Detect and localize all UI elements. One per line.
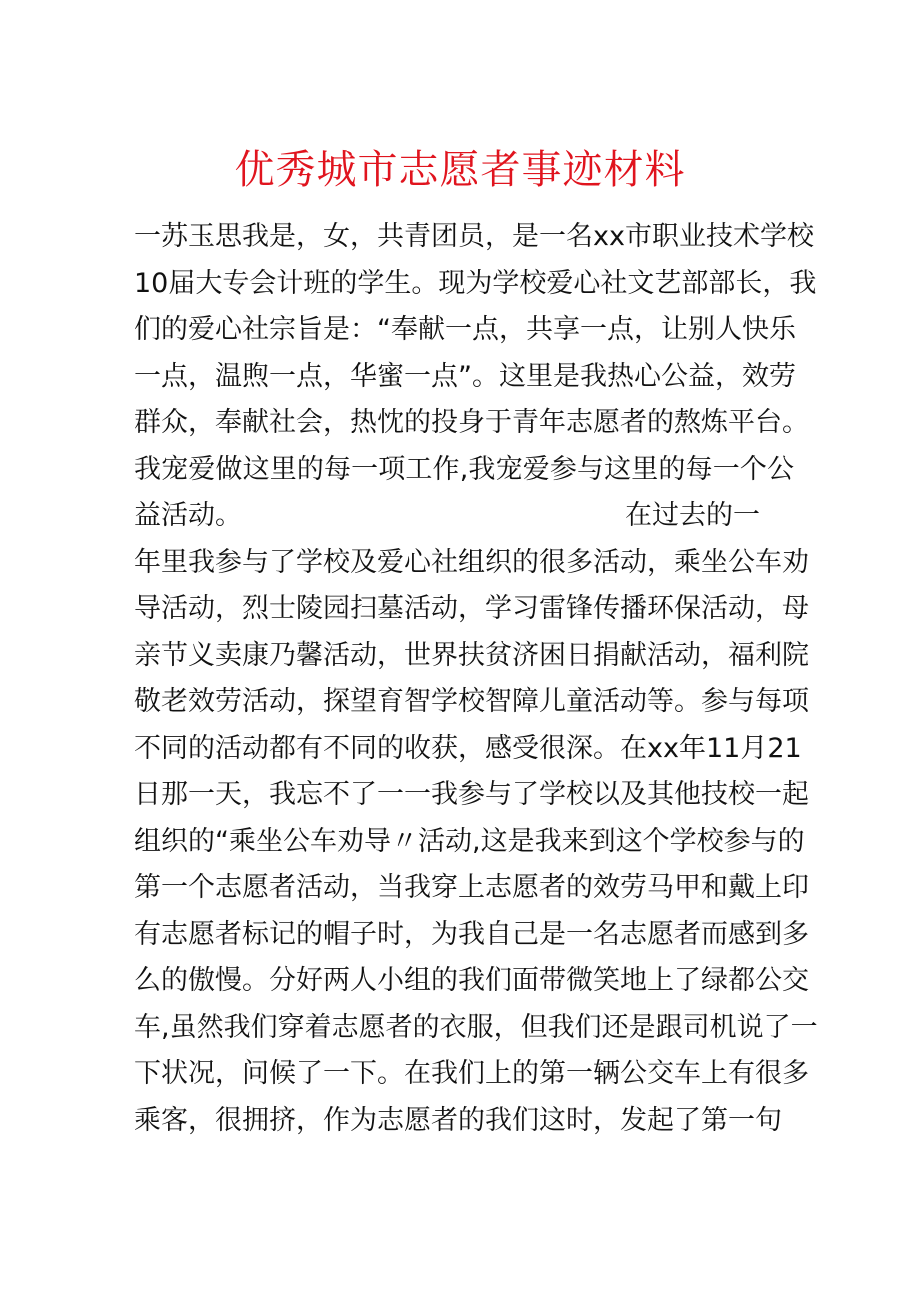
body-line: 第一个志愿者活动，当我穿上志愿者的效劳马甲和戴上印	[134, 872, 809, 903]
body-line-segment: 在过去的一	[625, 500, 760, 531]
body-line: 乘客，很拥挤，作为志愿者的我们这时，发起了第一句	[134, 1104, 782, 1136]
body-line-split	[134, 493, 794, 540]
body-line: 一苏玉思我是，女，共青团员，是一名xx市职业技术学校	[134, 221, 814, 252]
body-line: 们的爱心社宗旨是：“奉献一点，共享一点，让别人快乐	[134, 314, 796, 345]
body-line: 日那一天，我忘不了一一我参与了学校以及其他技校一起	[134, 779, 809, 810]
body-line: 下状况，问候了一下。在我们上的第一辆公交车上有很多	[134, 1058, 809, 1089]
document-body	[134, 214, 818, 1144]
body-line: 我宠爱做这里的每一项工作,我宠爱参与这里的每一个公	[134, 453, 794, 485]
body-line: 敬老效劳活动，探望育智学校智障儿童活动等。参与每项	[134, 686, 809, 717]
body-line: 群众，奉献社会，热忱的投身于青年志愿者的熬炼平台。	[134, 407, 809, 438]
body-line: 组织的“乘坐公车劝导〃活动,这是我来到这个学校参与的	[134, 825, 805, 857]
body-line: 导活动，烈士陵园扫墓活动，学习雷锋传播环保活动，母	[134, 593, 809, 624]
body-line: 不同的活动都有不同的收获，感受很深。在xx年11月21	[134, 732, 802, 764]
body-line: 亲节义卖康乃馨活动，世界扶贫济困日捐献活动，福利院	[134, 639, 809, 671]
body-line: 车,虽然我们穿着志愿者的衣服，但我们还是跟司机说了一	[134, 1011, 818, 1043]
document-title: 优秀城市志愿者事迹材料	[234, 147, 686, 193]
body-line-segment: 益活动。	[134, 500, 242, 531]
body-line: 有志愿者标记的帽子时，为我自己是一名志愿者而感到多	[134, 918, 809, 950]
body-line: 10届大专会计班的学生。现为学校爱心社文艺部部长，我	[134, 267, 817, 299]
body-line: 一点，温煦一点，华蜜一点”。这里是我热心公益，效劳	[134, 360, 796, 392]
body-line: 么的傲慢。分好两人小组的我们面带微笑地上了绿都公交	[134, 965, 809, 996]
body-line: 年里我参与了学校及爱心社组织的很多活动，乘坐公车劝	[134, 546, 809, 578]
